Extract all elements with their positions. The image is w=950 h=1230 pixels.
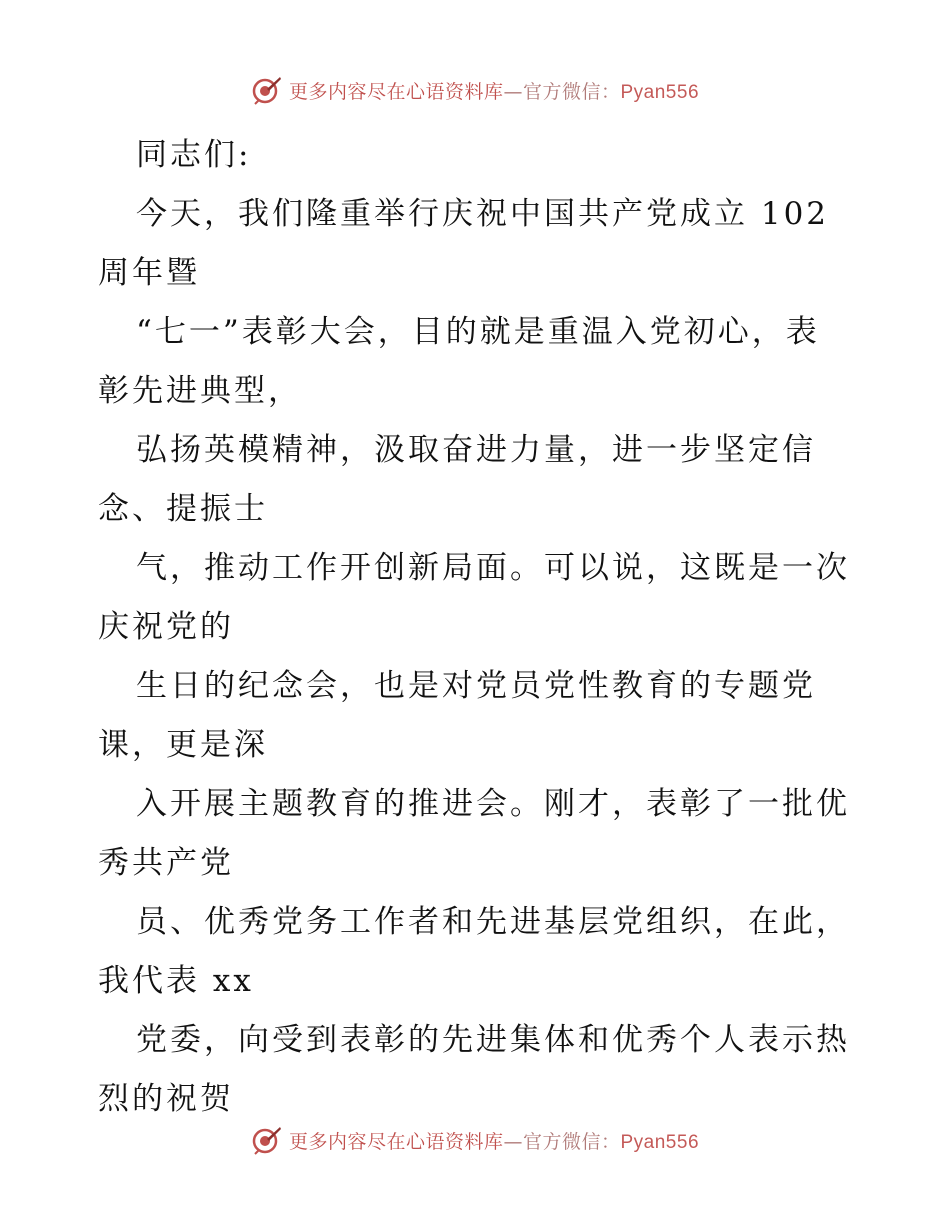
footer-watermark [0,1120,950,1160]
watermark-text [289,1127,699,1154]
text-line: 课，更是深 [98,727,268,763]
text-line: 我代表 xx [98,963,254,999]
text-line: 同志们: [136,137,252,173]
watermark-separator: —官方微信： [503,1130,621,1153]
watermark-main: 更多内容尽在心语资料库 [288,80,504,103]
watermark-separator: —官方微信： [503,80,621,103]
watermark-id: Pyan556 [620,81,700,103]
text-line: 党委，向受到表彰的先进集体和优秀个人表示热 [136,1022,850,1058]
watermark-main: 更多内容尽在心语资料库 [288,1130,504,1153]
quill-seal-icon [251,74,283,106]
watermark-text [289,77,699,104]
text-line: “七一”表彰大会，目的就是重温入党初心，表 [136,314,820,350]
text-line: 烈的祝贺 [98,1081,234,1117]
text-line: 员、优秀党务工作者和先进基层党组织，在此， [136,904,850,940]
text-line: 生日的纪念会，也是对党员党性教育的专题党 [136,668,816,704]
text-line: 念、提振士 [98,491,268,527]
quill-seal-icon [251,1124,283,1156]
text-line: 周年暨 [98,255,200,291]
text-line: 气，推动工作开创新局面。可以说，这既是一次 [136,550,850,586]
watermark-id: Pyan556 [620,1131,700,1153]
text-line: 今天，我们隆重举行庆祝中国共产党成立 102 [136,196,830,232]
text-line: 彰先进典型， [98,373,302,409]
document-body [98,126,858,1129]
text-line: 入开展主题教育的推进会。刚才，表彰了一批优 [136,786,850,822]
text-line: 弘扬英模精神，汲取奋进力量，进一步坚定信 [136,432,816,468]
text-line: 秀共产党 [98,845,234,881]
text-line: 庆祝党的 [98,609,234,645]
header-watermark [0,70,950,110]
